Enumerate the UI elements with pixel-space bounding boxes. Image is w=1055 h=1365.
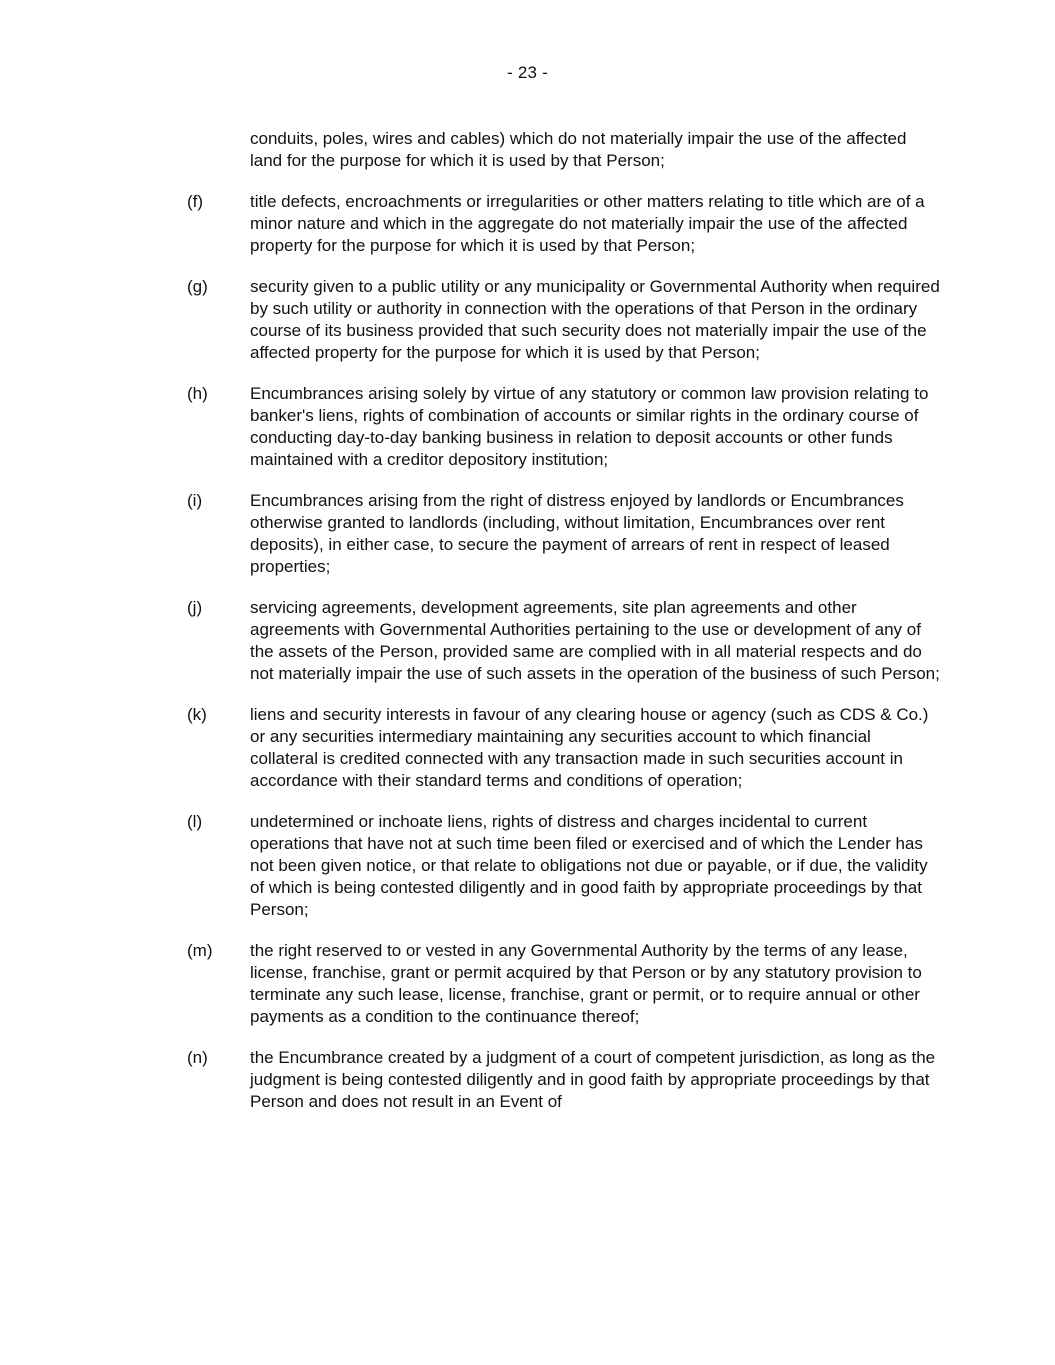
clause-paragraph-l <box>187 811 945 921</box>
clause-label: (g) <box>187 277 208 296</box>
clause-text: the right reserved to or vested in any Governmental Authority by the terms of any lease, license, franchise, grant or permit acquired by that Person or by any statutory provision to terminate any such lease, license, franchise, grant or permit, or to require annual or other payments as a condition to the continuance thereof; <box>250 941 922 1026</box>
clause-text: servicing agreements, development agreements, site plan agreements and other agreements with Governmental Authorities pertaining to the use or development of any of the assets of the Person, provided same are complied with in all material respects and do not materially impair the use of such assets in the operation of the business of such Person; <box>250 598 940 683</box>
document-body <box>0 128 945 1113</box>
clause-text: conduits, poles, wires and cables) which do not materially impair the use of the affected land for the purpose for which it is used by that Person; <box>250 129 907 170</box>
clause-text: liens and security interests in favour of any clearing house or agency (such as CDS & Co.) or any securities intermediary maintaining any securities account to which financial collateral is credited connected with any transaction made in such securities account in accordance with their standard terms and conditions of operation; <box>250 705 929 790</box>
clause-paragraph-g <box>187 276 945 364</box>
clause-label: (h) <box>187 384 208 403</box>
clause-label: (l) <box>187 812 203 831</box>
clause-text: the Encumbrance created by a judgment of a court of competent jurisdiction, as long as the judgment is being contested diligently and in good faith by appropriate proceedings by that Person and does not result in an Event of <box>250 1048 936 1111</box>
clause-label: (k) <box>187 705 207 724</box>
clause-paragraph-f <box>187 191 945 257</box>
clause-paragraph <box>187 128 945 172</box>
clause-paragraph-m <box>187 940 945 1028</box>
clause-paragraph-j <box>187 597 945 685</box>
clause-paragraph-n <box>187 1047 945 1113</box>
clause-label: (n) <box>187 1048 208 1067</box>
clause-text: undetermined or inchoate liens, rights of distress and charges incidental to current operations that have not at such time been filed or exercised and of which the Lender has not been given notice, or that relate to obligations not due or payable, or if due, the validity of which is being contested diligently and in good faith by appropriate proceedings by that Person; <box>250 812 928 919</box>
page-number: - 23 - <box>507 63 548 82</box>
clause-paragraph-k <box>187 704 945 792</box>
clause-text: security given to a public utility or any municipality or Governmental Authority when required by such utility or authority in connection with the operations of that Person in the ordinary course of its business provided that such security does not materially impair the use of the affected property for the purpose for which it is used by that Person; <box>250 277 940 362</box>
clause-text: Encumbrances arising solely by virtue of any statutory or common law provision relating to banker's liens, rights of combination of accounts or similar rights in the ordinary course of conducting day-to-day banking business in relation to deposit accounts or other funds maintained with a creditor depository institution; <box>250 384 929 469</box>
clause-text: title defects, encroachments or irregularities or other matters relating to title which are of a minor nature and which in the aggregate do not materially impair the use of the affected property for the purpose for which it is used by that Person; <box>250 192 925 255</box>
clause-paragraph-i <box>187 490 945 578</box>
clause-paragraph-h <box>187 383 945 471</box>
clause-label: (i) <box>187 491 203 510</box>
clause-text: Encumbrances arising from the right of distress enjoyed by landlords or Encumbrances otherwise granted to landlords (including, without limitation, Encumbrances over rent deposits), in either case, to secure the payment of arrears of rent in respect of leased properties; <box>250 491 904 576</box>
clause-label: (f) <box>187 192 204 211</box>
clause-label: (m) <box>187 941 213 960</box>
clause-label: (j) <box>187 598 203 617</box>
